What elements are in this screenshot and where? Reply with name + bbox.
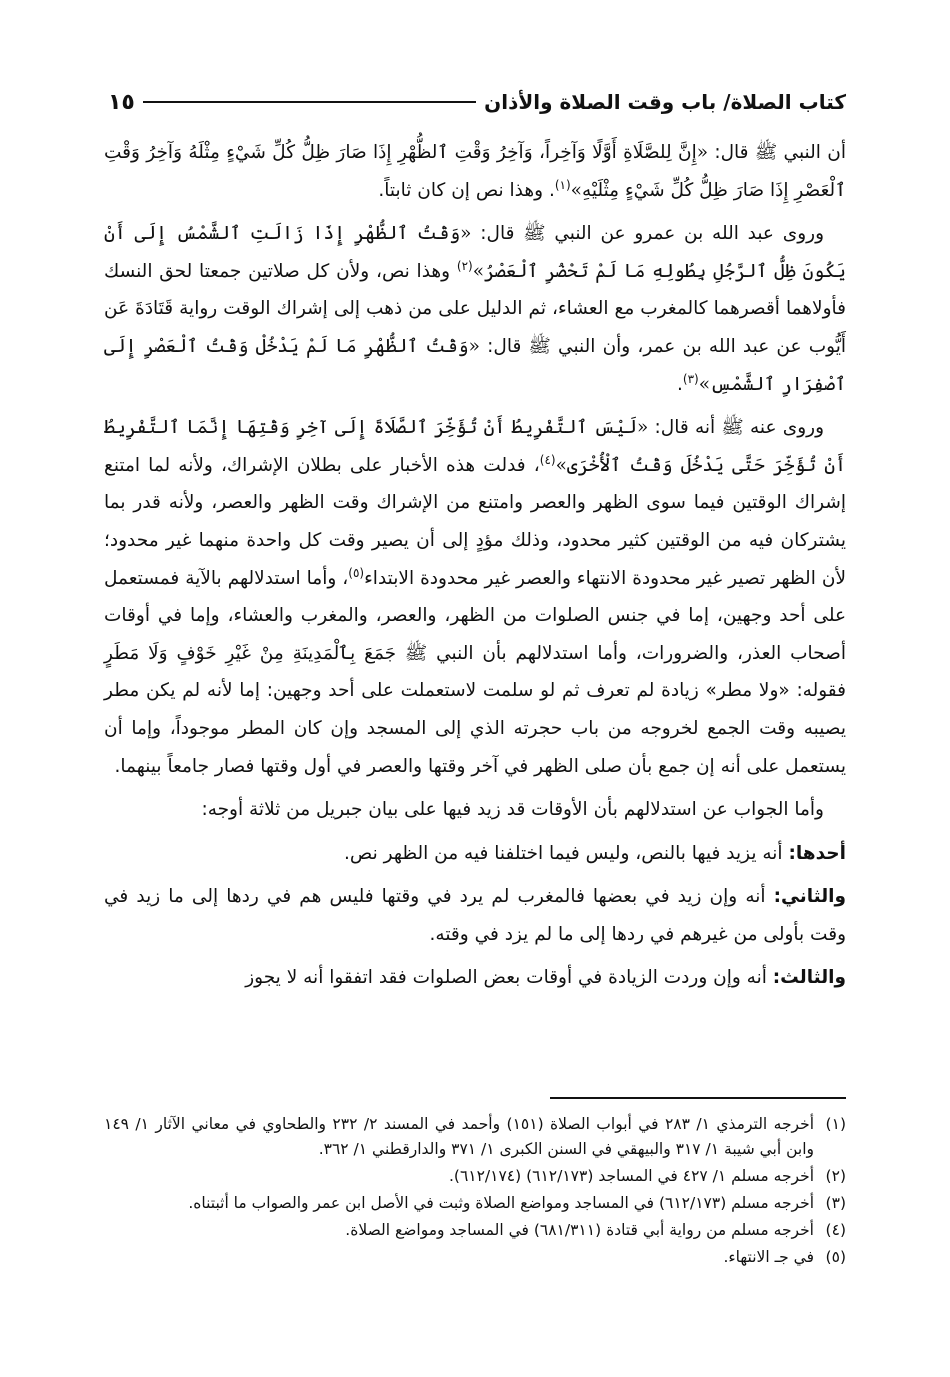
main-text (104, 134, 846, 1003)
footnote-number: (٥) (825, 1248, 846, 1266)
header-rule (143, 101, 476, 103)
footnote-item (104, 1191, 846, 1216)
point-two (104, 878, 846, 953)
footnote-item (104, 1164, 846, 1189)
text-span: وروى عنه ﷺ أنه قال: (648, 417, 824, 439)
text-span: وهذا نص، ولأن كل صلاتين جمعتا لحق النسك فأولاهما أقصرهما كالمغرب مع العشاء، ثم الدليل على من ذهب إلى إشراك الوقت رواية قَتَادَةَ عَن أَيُّوب عن عبد الله بن عمر، وأن النبي ﷺ قال: (104, 260, 847, 357)
footnote-text: أخرجه الترمذي ١/ ٢٨٣ في أبواب الصلاة (١٥١) وأحمد في المسند ٢/ ٢٣٢ والطحاوي في معاني الآثار ١/ ١٤٩ وابن أبي شيبة ١/ ٣١٧ والبيهقي في السنن الكبرى ١/ ٣٧١ والدارقطني ١/ ٣٦٢. (104, 1115, 814, 1158)
footnote-ref[interactable]: (١) (554, 177, 571, 192)
footnote-item (104, 1112, 846, 1162)
point-label: والثالث: (772, 967, 846, 989)
footnote-number: (٢) (825, 1167, 846, 1185)
point-three (104, 959, 846, 997)
footnote-text: أخرجه مسلم ١/ ٤٢٧ في المساجد (٦١٢/١٧٣) (٦١٢/١٧٤). (448, 1167, 814, 1185)
page-number: ١٥ (108, 89, 135, 115)
text-span: . وهذا نص إن كان ثابتاً. (378, 179, 555, 201)
paragraph (104, 134, 846, 209)
hadith-quote: «وَقْتُ ٱلظُّهْرِ مَا لَمْ يَدْخُلْ وَقْتُ ٱلْعَصْرِ إِلَى ٱصْفِرَارِ ٱلشَّمْسِ» (104, 335, 846, 395)
chapter-title: كتاب الصلاة/ باب وقت الصلاة والأذان (484, 90, 846, 114)
footnote-ref[interactable]: (٥) (348, 565, 365, 580)
hadith-quote: «لَيْسَ ٱلتَّفْرِيطُ أَنْ تُؤَخِّرَ ٱلصَّلَاةَ إِلَى آخِرِ وَقْتِهَا إِنَّمَا ٱلتَّفْرِيطُ أَنْ تُؤَخِّرَ حَتَّى يَدْخُلَ وَقْتُ ٱلْأُخْرَى» (104, 417, 846, 476)
text-span: ، فدلت هذه الأخبار على بطلان الإشراك، ولأنه لما امتنع إشراك الوقتين فيما سوى الظهر والعصر وامتنع من الإشراك وقت الظهر والعصر، ولأنه قدر بما يشتركان فيه من الوقتين كثير محدود، وذلك مؤدٍ إلى أن يصير وقت كل واحدة منهما غير محدود؛ لأن الظهر تصير غير محدودة الانتهاء والعصر غير محدودة الابتداء (104, 454, 846, 589)
footnote-text: أخرجه مسلم من رواية أبي قتادة (٦٨١/٣١١) في المساجد ومواضع الصلاة. (345, 1221, 814, 1239)
footnote-number: (٣) (825, 1194, 846, 1212)
point-text: أنه وإن زيد في بعضها فالمغرب لم يرد في وقتها فليس هم في ردها إلى ما زيد في وقت بأولى من غيرهم في ردها إلى ما لم يزد في وقته. (104, 886, 846, 945)
point-one (104, 835, 846, 873)
hadith-quote: جَمَعَ بِٱلْمَدِينَةِ مِنْ غَيْرِ خَوْفٍ وَلَا مَطَرٍ (104, 642, 397, 664)
text-span: وروى عبد الله بن عمرو عن النبي ﷺ قال: (471, 223, 825, 245)
hadith-quote: «وَقْتُ ٱلظُّهْرِ إِذَا زَالَتِ ٱلشَّمْسُ إِلَى أَنْ يَكُونَ ظِلُّ ٱلرَّجُلِ بِطُولِهِ مَا لَمْ تَحْضُرِ ٱلْعَصْرُ» (104, 223, 846, 282)
footnote-item (104, 1245, 846, 1270)
text-span: . (677, 373, 683, 395)
text-span: فقوله: «ولا مطر» زيادة لم تعرف ثم لو سلمت لاستعملت على أحد وجهين: إما لأنه لم يكن مطر يصيبه وقت الجمع لخروجه من باب حجرته الذي إلى المسجد وإن كان المطر موجوداً، وإما أن يستعمل على أنه إن جمع بأن صلى الظهر في آخر وقتها والعصر في أول وقتها فصار جامعاً بينهما. (104, 680, 846, 777)
footnote-separator (550, 1097, 846, 1099)
point-text: أنه يزيد فيها بالنص، وليس فيما اختلفنا فيه من الظهر نص. (344, 842, 789, 864)
footnote-ref[interactable]: (٤) (539, 452, 556, 467)
paragraph (104, 409, 846, 785)
running-header (108, 84, 846, 120)
footnotes (104, 1112, 846, 1272)
paragraph (104, 215, 846, 403)
answer-intro: وأما الجواب عن استدلالهم بأن الأوقات قد زيد فيها على بيان جبريل من ثلاثة أوجه: (201, 799, 824, 821)
text-span: ، وأما استدلالهم بالآية فمستعمل على أحد وجهين، إما في جنس الصلوات من الظهر، والعصر، والمغرب والعشاء، وإما في أوقات أصحاب العذر، والضرورات، وأما استدلالهم بأن النبي ﷺ (104, 567, 846, 664)
footnote-text: أخرجه مسلم (٦١٢/١٧٣) في المساجد ومواضع الصلاة وثبت في الأصل ابن عمر والصواب ما أثبتناه. (188, 1194, 814, 1212)
point-label: أحدها: (788, 842, 846, 864)
footnote-number: (١) (825, 1115, 846, 1133)
footnote-number: (٤) (825, 1221, 846, 1239)
footnote-ref[interactable]: (٣) (682, 371, 699, 386)
text-span: أن النبي ﷺ قال: (708, 142, 846, 163)
footnote-item (104, 1218, 846, 1243)
footnote-ref[interactable]: (٢) (456, 258, 473, 273)
point-text: أنه وإن وردت الزيادة في أوقات بعض الصلوات فقد اتفقوا أنه لا يجوز (245, 967, 773, 989)
point-label: والثاني: (773, 886, 846, 908)
hadith-quote: «إِنَّ لِلصَّلَاةِ أَوَّلًا وَآخِراً، وَآخِرُ وَقْتِ ٱلظُّهْرِ إِذَا صَارَ ظِلُّ كُلِّ شَيْءٍ مِثْلَهُ وَآخِرُ وَقْتِ ٱلْعَصْرِ إِذَا صَارَ ظِلُّ كُلِّ شَيْءٍ مِثْلَيْهِ» (104, 142, 846, 201)
footnote-text: في جـ الانتهاء. (723, 1248, 814, 1266)
